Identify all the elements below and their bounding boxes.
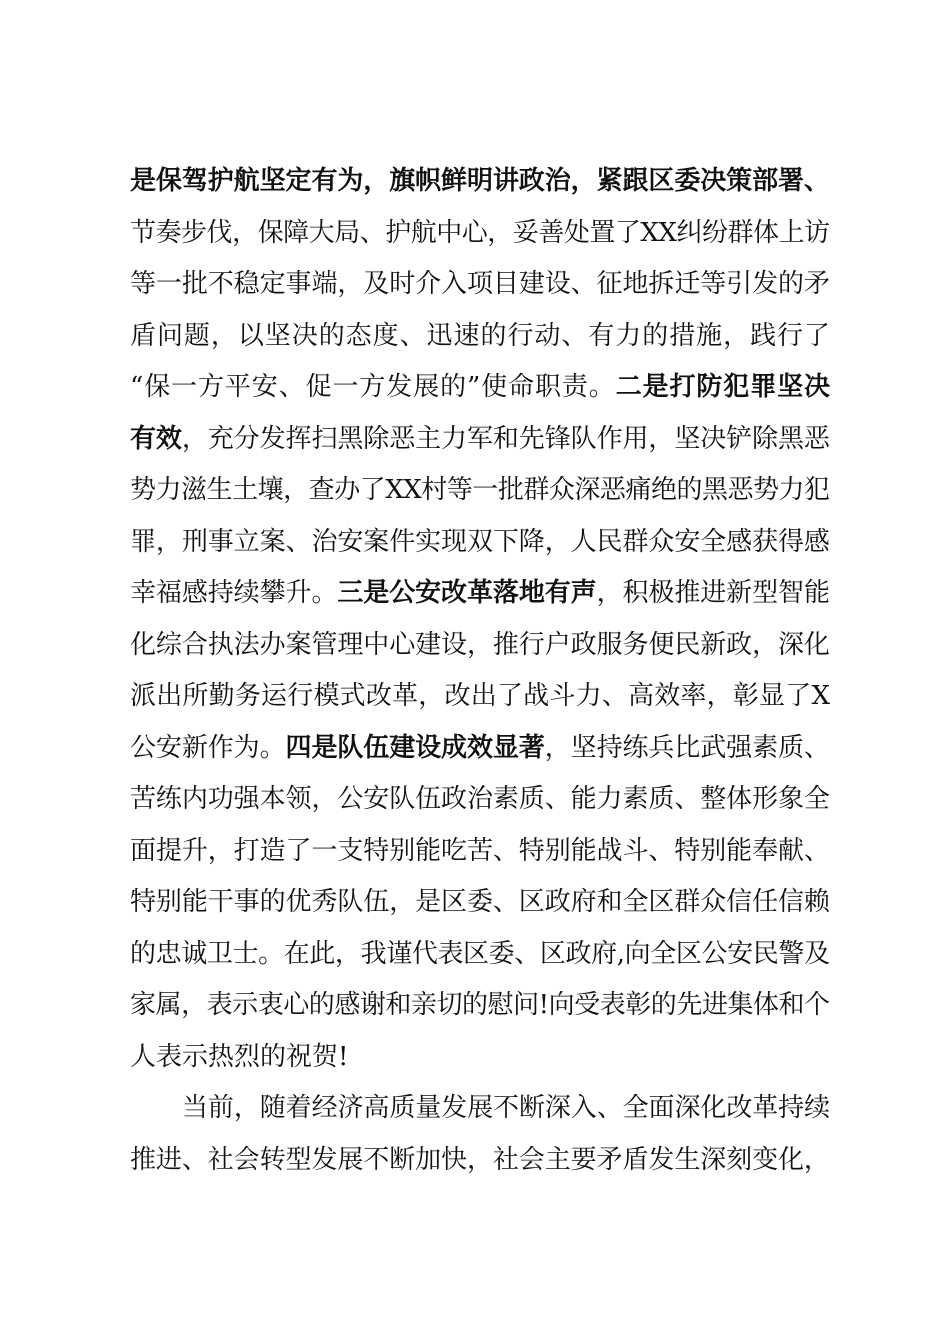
bold-text-segment: 是保驾护航坚定有为，旗帜鲜明讲政治，紧跟区委决策部署、	[130, 166, 830, 196]
text-segment: 推进、社会转型发展不断加快，社会主要矛盾发生深刻变化，	[130, 1144, 830, 1175]
text-segment: 节奏步伐，保障大局、护航中心，妥善处置了XX纠纷群体上访	[130, 217, 830, 248]
text-segment: 特别能干事的优秀队伍，是区委、区政府和全区群众信任信赖	[130, 887, 830, 917]
text-line	[130, 929, 830, 981]
text-line	[130, 671, 830, 723]
text-line	[130, 1135, 830, 1187]
text-segment: ，坚持练兵比武强素质、	[544, 732, 830, 763]
text-line	[130, 568, 830, 620]
bold-text-segment: 二是打防犯罪坚决	[615, 372, 831, 402]
text-line	[130, 620, 830, 672]
text-segment: 等一批不稳定事端，及时介入项目建设、征地拆迁等引发的矛	[130, 269, 830, 299]
text-line	[130, 877, 830, 929]
text-line	[130, 362, 830, 414]
text-segment: 的忠诚卫士。在此，我谨代表区委、区政府,向全区公安民警及	[130, 938, 830, 969]
text-line	[130, 723, 830, 775]
text-line	[130, 465, 830, 517]
text-segment: 势力滋生土壤，查办了XX村等一批群众深恶痛绝的黑恶势力犯	[130, 475, 830, 505]
text-segment: 家属，表示衷心的感谢和亲切的慰问!向受表彰的先进集体和个	[130, 990, 830, 1020]
text-line	[130, 774, 830, 826]
bold-text-segment: 四是队伍建设成效显著	[285, 732, 545, 763]
text-segment: 苦练内功强本领，公安队伍政治素质、能力素质、整体形象全	[130, 784, 830, 814]
text-segment: ，积极推进新型智能	[596, 578, 830, 608]
text-segment: 化综合执法办案管理中心建设，推行户政服务便民新政，深化	[130, 629, 830, 660]
text-line	[130, 517, 830, 569]
text-line	[130, 826, 830, 878]
text-segment: 幸福感持续攀升。	[130, 578, 338, 608]
paragraph-first-line	[130, 1083, 830, 1135]
text-segment: 罪，刑事立案、治安案件实现双下降，人民群众安全感获得感	[130, 526, 830, 557]
bold-text-segment: 有效	[130, 423, 182, 454]
text-segment: 当前，随着经济高质量发展不断深入、全面深化改革持续	[182, 1093, 831, 1123]
text-line	[130, 980, 830, 1032]
text-line	[130, 1032, 830, 1084]
text-line	[130, 156, 830, 208]
bold-text-segment: 三是公安改革落地有声	[337, 578, 597, 608]
text-segment: 公安新作为。	[130, 732, 286, 763]
text-segment: 派出所勤务运行模式改革，改出了战斗力、高效率，彰显了X	[130, 681, 831, 711]
text-line	[130, 208, 830, 260]
text-line	[130, 414, 830, 466]
body-text	[130, 156, 830, 1186]
text-segment: 面提升，打造了一支特别能吃苦、特别能战斗、特别能奉献、	[130, 835, 830, 866]
text-line	[130, 259, 830, 311]
text-segment: “保一方平安、促一方发展的”使命职责。	[130, 372, 616, 402]
text-segment: 盾问题，以坚决的态度、迅速的行动、有力的措施，践行了	[130, 320, 831, 351]
text-line	[130, 311, 830, 363]
text-segment: 人表示热烈的祝贺!	[130, 1041, 349, 1072]
text-segment: ，充分发挥扫黑除恶主力军和先锋队作用，坚决铲除黑恶	[181, 423, 830, 454]
